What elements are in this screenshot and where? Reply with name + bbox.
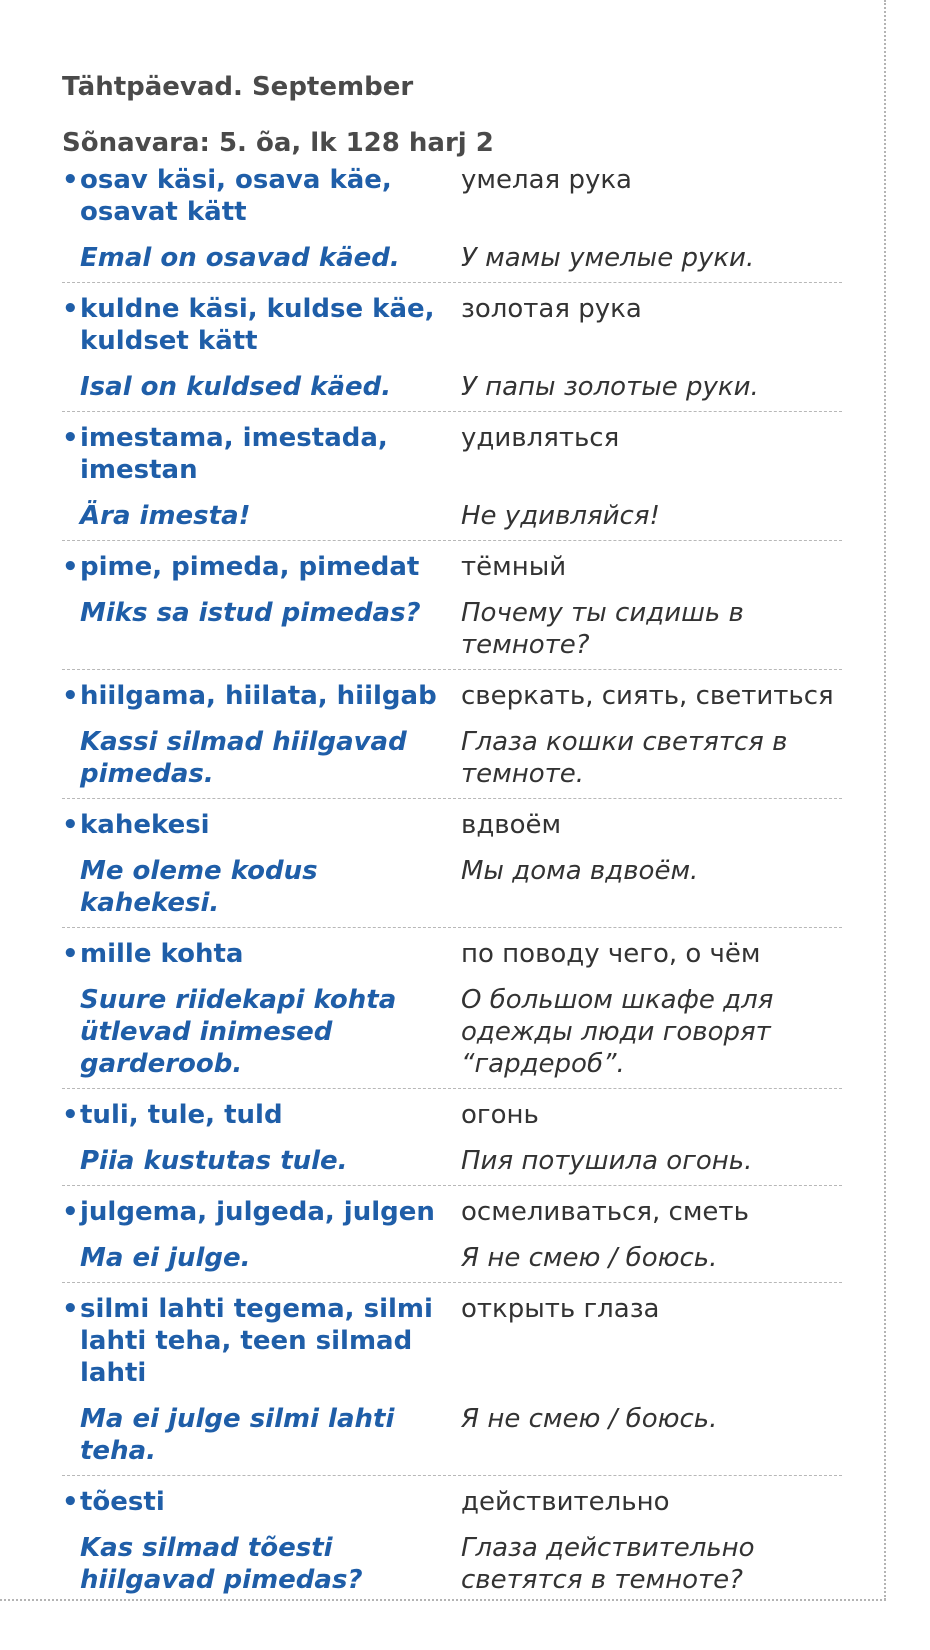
vocab-entry (62, 1186, 842, 1283)
translation: огонь (461, 1100, 539, 1130)
page-subtitle: Sõnavara: 5. õa, lk 128 harj 2 (62, 128, 494, 158)
example-translation: Я не смею / боюсь. (461, 1404, 718, 1434)
vocab-entry (62, 541, 842, 670)
bullet-icon: • (62, 1294, 79, 1324)
translation: по поводу чего, о чём (461, 939, 761, 969)
vocab-entry (62, 1476, 842, 1604)
vocab-entry (62, 799, 842, 928)
bullet-icon: • (62, 423, 79, 453)
vocab-entry (62, 154, 842, 283)
vocab-entry (62, 670, 842, 799)
translation: действительно (461, 1487, 670, 1517)
page-edge-right (884, 0, 886, 1600)
bullet-icon: • (62, 1100, 79, 1130)
example: Miks sa istud pimedas? (80, 598, 421, 628)
example: Suure riidekapi kohta ütlevad inimesed garderoob. (80, 985, 397, 1079)
example: Ma ei julge. (80, 1243, 251, 1273)
example-translation: Не удивляйся! (461, 501, 660, 531)
term: silmi lahti tegema, silmi lahti teha, teen silmad lahti (80, 1294, 433, 1388)
bullet-icon: • (62, 294, 79, 324)
vocab-entry (62, 1089, 842, 1186)
page-title: Tähtpäevad. September (62, 72, 414, 102)
example-translation: О большом шкафе для одежды люди говорят “гардероб”. (461, 985, 774, 1079)
bullet-icon: • (62, 1197, 79, 1227)
translation: удивляться (461, 423, 620, 453)
term: hiilgama, hiilata, hiilgab (80, 681, 437, 711)
translation: сверкать, сиять, светиться (461, 681, 834, 711)
example-translation: У мамы умелые руки. (461, 243, 755, 273)
vocab-entry (62, 928, 842, 1089)
term: tõesti (80, 1487, 165, 1517)
translation: вдвоём (461, 810, 562, 840)
vocab-entry (62, 1283, 842, 1476)
term: pime, pimeda, pimedat (80, 552, 420, 582)
term: kahekesi (80, 810, 210, 840)
bullet-icon: • (62, 1487, 79, 1517)
term: mille kohta (80, 939, 244, 969)
example: Me oleme kodus kahekesi. (80, 856, 318, 918)
translation: осмеливаться, сметь (461, 1197, 749, 1227)
example: Emal on osavad käed. (80, 243, 400, 273)
example: Ma ei julge silmi lahti teha. (80, 1404, 395, 1466)
example: Kas silmad tõesti hiilgavad pimedas? (80, 1533, 363, 1595)
vocab-entry (62, 412, 842, 541)
example-translation: Пия потушила огонь. (461, 1146, 753, 1176)
term: julgema, julgeda, julgen (80, 1197, 435, 1227)
translation: умелая рука (461, 165, 632, 195)
term: kuldne käsi, kuldse käe, kuldset kätt (80, 294, 435, 356)
term: osav käsi, osava käe, osavat kätt (80, 165, 392, 227)
example-translation: Я не смею / боюсь. (461, 1243, 718, 1273)
example-translation: Глаза действительно светятся в темноте? (461, 1533, 755, 1595)
example-translation: Глаза кошки светятся в темноте. (461, 727, 788, 789)
term: imestama, imestada, imestan (80, 423, 388, 485)
bullet-icon: • (62, 552, 79, 582)
translation: тёмный (461, 552, 567, 582)
bullet-icon: • (62, 939, 79, 969)
example-translation: Почему ты сидишь в темноте? (461, 598, 744, 660)
example-translation: Мы дома вдвоём. (461, 856, 699, 886)
bullet-icon: • (62, 165, 79, 195)
bullet-icon: • (62, 810, 79, 840)
example-translation: У папы золотые руки. (461, 372, 759, 402)
example: Isal on kuldsed käed. (80, 372, 392, 402)
vocab-entry (62, 283, 842, 412)
example: Ära imesta! (80, 501, 251, 531)
bullet-icon: • (62, 681, 79, 711)
vocabulary-list (62, 154, 842, 1604)
example: Kassi silmad hiilgavad pimedas. (80, 727, 407, 789)
translation: золотая рука (461, 294, 642, 324)
translation: открыть глаза (461, 1294, 660, 1324)
example: Piia kustutas tule. (80, 1146, 348, 1176)
term: tuli, tule, tuld (80, 1100, 283, 1130)
